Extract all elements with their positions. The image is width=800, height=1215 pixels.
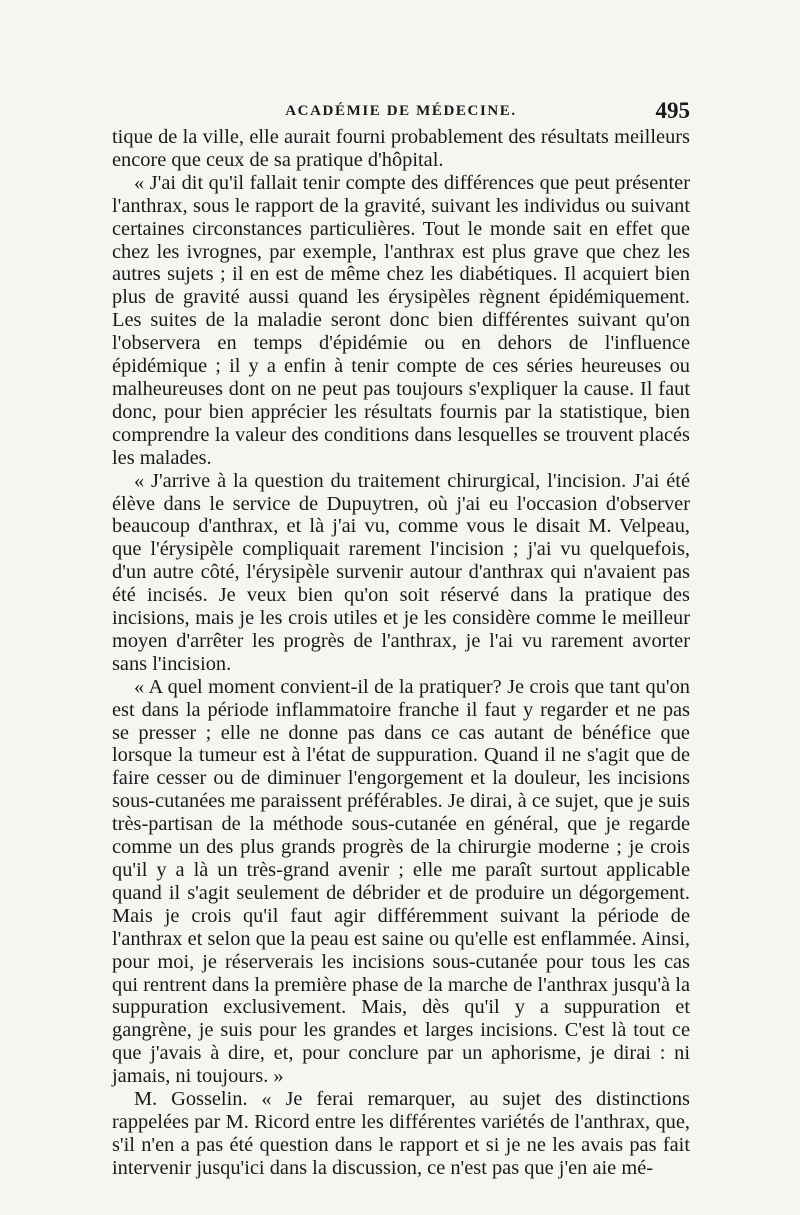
- paragraph: « J'ai dit qu'il fallait tenir compte des différences que peut présenter l'anthrax, sous le rapport de la gravité, suivant les individus ou suivant certaines circonstances particulières. Tout le monde sait en effet que chez les ivrognes, par exemple, l'anthrax est plus grave que chez les autres sujets ; il en est de même chez les diabétiques. Il acquiert bien plus de gravité aussi quand les érysipèles règnent épidémiquement. Les suites de la maladie seront donc bien différentes suivant qu'on l'observera en temps d'épidémie ou en dehors de l'influence épidémique ; il y a enfin à tenir compte de ces séries heureuses ou malheureuses dont on ne peut pas toujours s'expliquer la cause. Il faut donc, pour bien apprécier les résultats fournis par la statistique, bien comprendre la valeur des conditions dans lesquelles se trouvent placés les malades.: [112, 171, 690, 469]
- paragraph-continuation: tique de la ville, elle aurait fourni probablement des résultats meilleurs encore que ceux de sa pratique d'hôpital.: [112, 126, 690, 171]
- paragraph: « A quel moment convient-il de la pratiquer? Je crois que tant qu'on est dans la période inflammatoire franche il faut y regarder et ne pas se presser ; elle ne donne pas dans ce cas autant de bénéfice que lorsque la tumeur est à l'état de suppuration. Quand il ne s'agit que de faire cesser ou de diminuer l'engorgement et la douleur, les incisions sous-cutanées me paraissent préférables. Je dirai, à ce sujet, que je suis très-partisan de la méthode sous-cutanée en général, que je regarde comme un des plus grands progrès de la chirurgie moderne ; je crois qu'il y a là un très-grand avenir ; elle me paraît surtout applicable quand il s'agit seulement de débrider et de produire un dégorgement. Mais je crois qu'il faut agir différemment suivant la période de l'anthrax et selon que la peau est saine ou qu'elle est enflammée. Ainsi, pour moi, je réserverais les incisions sous-cutanée pour tous les cas qui rentrent dans la première phase de la marche de l'anthrax jusqu'à la suppuration exclusivement. Mais, dès qu'il y a suppuration et gangrène, je suis pour les grandes et larges incisions. C'est là tout ce que j'avais à dire, et, pour conclure par un aphorisme, je dirai : ni jamais, ni toujours. »: [112, 675, 690, 1088]
- body-text: [112, 126, 690, 1180]
- paragraph: M. Gosselin. « Je ferai remarquer, au sujet des distinctions rappelées par M. Ricord entre les différentes variétés de l'anthrax, que, s'il n'en a pas été question dans le rapport et si je ne les avais pas fait intervenir jusqu'ici dans la discussion, ce n'est pas que j'en aie mé-: [112, 1088, 690, 1179]
- paragraph: « J'arrive à la question du traitement chirurgical, l'incision. J'ai été élève dans le service de Dupuytren, où j'ai eu l'occasion d'observer beaucoup d'anthrax, et là j'ai vu, comme vous le disait M. Velpeau, que l'érysipèle compliquait rarement l'incision ; j'ai vu quelquefois, d'un autre côté, l'érysipèle survenir autour d'anthrax qui n'avaient pas été incisés. Je veux bien qu'on soit réservé dans la pratique des incisions, mais je les crois utiles et je les considère comme le meilleur moyen d'arrêter les progrès de l'anthrax, je l'ai vu rarement avorter sans l'incision.: [112, 469, 690, 675]
- running-title: ACADÉMIE DE MÉDECINE.: [285, 103, 517, 119]
- page-number: 495: [655, 98, 690, 123]
- running-header: [112, 96, 690, 126]
- page: [112, 96, 690, 1180]
